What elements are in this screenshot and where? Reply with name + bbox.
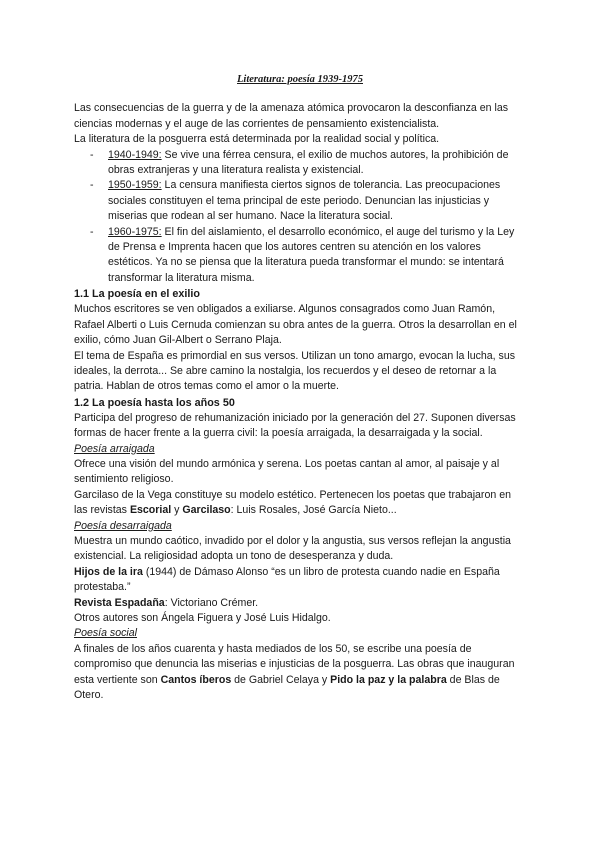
period-text: Se vive una férrea censura, el exilio de muchos autores, la prohibición de obras extranjeras y una literatura realista y existencial. — [108, 148, 509, 177]
text-run: de Blas de Otero. — [74, 673, 500, 702]
text-run: : Luis Rosales, José García Nieto... — [230, 504, 397, 517]
text-run: de Gabriel Celaya y — [231, 673, 331, 686]
book-hijos-de-la-ira: Hijos de la ira — [74, 565, 143, 578]
periods-list — [74, 148, 526, 287]
desarraigada-paragraph-1: Muestra un mundo caótico, invadido por el dolor y la angustia, sus versos reflejan la angustia existencial. La religiosidad adopta un tono de desesperanza y duda. — [74, 534, 511, 563]
subheading-arraigada: Poesía arraigada — [74, 442, 155, 455]
subheading-social: Poesía social — [74, 627, 138, 640]
period-text: El fin del aislamiento, el desarrollo económico, el auge del turismo y la Ley de Prensa e Imprenta hacen que los autores centren su atención en los valores estéticos. Ya no se piensa que la literatura pueda transformar el mundo: se intentará transformar la literatura misma. — [108, 225, 515, 284]
text-run: Garcilaso de la Vega constituye su modelo estético. Pertenecen los poetas que trabajaron en las revistas — [74, 488, 511, 517]
exilio-paragraph-2: El tema de España es primordial en sus versos. Utilizan un tono amargo, evocan la lucha, sus ideales, la derrota... Se abre camino la nostalgia, los recuerdos y el deseo de retornar a la patria. Hablan de otros temas como el amor o la muerte. — [74, 349, 516, 393]
list-dash: - — [90, 179, 94, 192]
exilio-paragraph-1: Muchos escritores se ven obligados a exiliarse. Algunos consagrados como Juan Ramón, Rafael Alberti o Luis Cernuda comienzan su obra antes de la guerra. Otros la desarrollan en el exilio, cómo Juan Gil-Albert o Serrano Plaja. — [74, 303, 517, 347]
book-pido-la-paz: Pido la paz y la palabra — [330, 673, 447, 686]
period-years: 1960-1975: — [108, 225, 162, 238]
list-dash: - — [90, 225, 94, 238]
desarraigada-otros-paragraph: Otros autores son Ángela Figuera y José Luis Hidalgo. — [74, 612, 331, 624]
journal-garcilaso: Garcilaso — [182, 504, 231, 517]
intro-paragraph-2: La literatura de la posguerra está determinada por la realidad social y política. — [74, 133, 440, 146]
intro-paragraph-1: Las consecuencias de la guerra y de la amenaza atómica provocaron la desconfianza en las ciencias modernas y el auge de las corrientes de pensamiento existencialista. — [74, 102, 509, 130]
section-heading-anos-50: 1.2 La poesía hasta los años 50 — [74, 396, 235, 409]
period-item-1940 — [74, 148, 526, 179]
text-run: y — [171, 504, 183, 517]
text-run: : Victoriano Crémer. — [164, 596, 259, 609]
period-item-1960 — [74, 225, 526, 287]
section-heading-exilio: 1.1 La poesía en el exilio — [74, 288, 201, 301]
text-run: (1944) de Dámaso Alonso “es un libro de protesta cuando nadie en España protestaba.” — [74, 565, 500, 594]
arraigada-paragraph-2 — [74, 488, 526, 519]
anos-50-paragraph: Participa del progreso de rehumanización iniciado por la generación del 27. Suponen diversas formas de hacer frente a la guerra civil: la poesía arraigada, la desarraigada y la social. — [74, 411, 516, 440]
period-years: 1950-1959: — [108, 179, 162, 192]
period-item-1950 — [74, 178, 526, 224]
arraigada-paragraph-1: Ofrece una visión del mundo armónica y serena. Los poetas cantan al amor, al paisaje y al sentimiento religioso. — [74, 457, 500, 486]
text-run: A finales de los años cuarenta y hasta mediados de los 50, se escribe una poesía de compromiso que denuncia las miserias e injusticias de la posguerra. Las obras que inauguran esta vertiente son — [74, 642, 515, 686]
subheading-desarraigada: Poesía desarraigada — [74, 519, 172, 532]
document-title: Literatura: poesía 1939-1975 — [237, 74, 363, 85]
book-cantos-iberos: Cantos íberos — [160, 673, 232, 686]
period-years: 1940-1949: — [108, 148, 162, 161]
journal-escorial: Escorial — [129, 504, 172, 517]
desarraigada-revista-paragraph — [74, 596, 526, 611]
social-paragraph — [74, 642, 526, 704]
document-page — [74, 72, 526, 703]
period-text: La censura manifiesta ciertos signos de tolerancia. Las preocupaciones sociales constituyen el tema principal de este periodo. Denuncian las injusticias y miserias que rodean al ser humano. Nace la literatura social. — [108, 179, 501, 223]
desarraigada-hijos-paragraph — [74, 565, 526, 596]
journal-espadana: Revista Espadaña — [74, 596, 165, 609]
list-dash: - — [90, 148, 94, 161]
